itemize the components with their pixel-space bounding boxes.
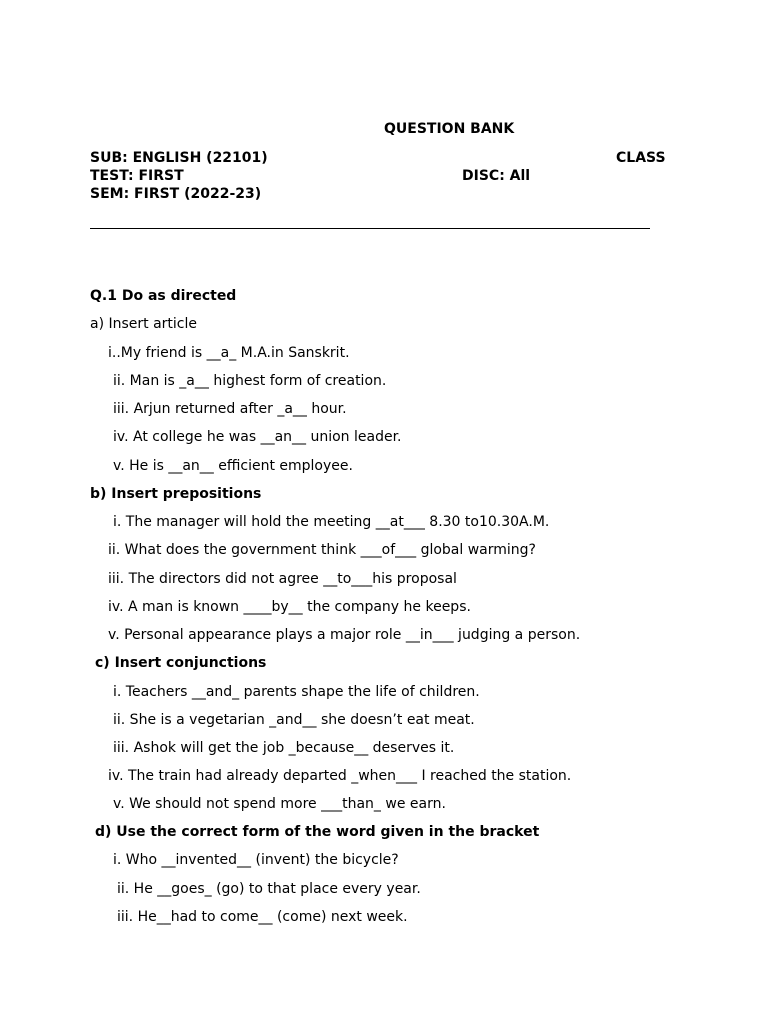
list-item: iv. At college he was __an__ union leader. [113, 429, 402, 445]
list-item: i. The manager will hold the meeting __at___ 8.30 to10.30A.M. [113, 514, 550, 530]
document-title: QUESTION BANK [384, 121, 515, 137]
section-heading: a) Insert article [90, 316, 198, 332]
list-item: iv. The train had already departed _when___ I reached the station. [108, 768, 572, 784]
list-item: iii. The directors did not agree __to___his proposal [108, 571, 457, 587]
section-heading: d) Use the correct form of the word given in the bracket [95, 824, 540, 840]
subject-label: SUB: ENGLISH (22101) [90, 150, 268, 166]
list-item: iv. A man is known ____by__ the company he keeps. [108, 599, 471, 615]
list-item: v. He is __an__ efficient employee. [113, 458, 353, 474]
section-heading: b) Insert prepositions [90, 486, 262, 502]
list-item: ii. Man is _a__ highest form of creation. [113, 373, 387, 389]
list-item: i..My friend is __a_ M.A.in Sanskrit. [108, 345, 350, 361]
list-item: iii. He__had to come__ (come) next week. [117, 909, 408, 925]
discipline-label: DISC: All [462, 168, 531, 184]
class-label: CLASS [616, 150, 666, 166]
list-item: ii. She is a vegetarian _and__ she doesn’t eat meat. [113, 712, 475, 728]
list-item: iii. Ashok will get the job _because__ deserves it. [113, 740, 455, 756]
list-item: ii. What does the government think ___of___ global warming? [108, 542, 536, 558]
section-heading: c) Insert conjunctions [95, 655, 267, 671]
header-divider [90, 228, 650, 229]
list-item: iii. Arjun returned after _a__ hour. [113, 401, 347, 417]
test-label: TEST: FIRST [90, 168, 184, 184]
list-item: v. We should not spend more ___than_ we earn. [113, 796, 446, 812]
list-item: i. Teachers __and_ parents shape the life of children. [113, 684, 480, 700]
semester-label: SEM: FIRST (2022-23) [90, 186, 262, 202]
question-heading: Q.1 Do as directed [90, 288, 237, 304]
list-item: v. Personal appearance plays a major role __in___ judging a person. [108, 627, 581, 643]
list-item: ii. He __goes_ (go) to that place every year. [117, 881, 421, 897]
list-item: i. Who __invented__ (invent) the bicycle? [113, 852, 399, 868]
